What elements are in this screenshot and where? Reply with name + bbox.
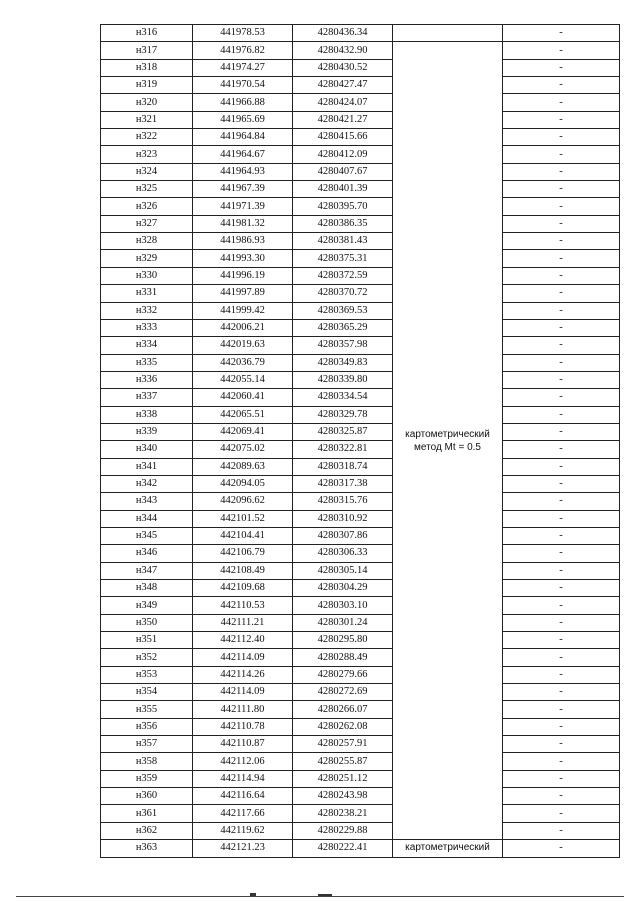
y-coordinate-cell: 4280325.87 [293, 423, 393, 440]
note-cell: - [503, 163, 620, 180]
point-id-cell: н331 [101, 285, 193, 302]
table-row [101, 632, 620, 649]
point-id-cell: н358 [101, 753, 193, 770]
table-row [101, 822, 620, 839]
y-coordinate-cell: 4280329.78 [293, 406, 393, 423]
table-row [101, 562, 620, 579]
x-coordinate-cell: 442112.06 [193, 753, 293, 770]
x-coordinate-cell: 441993.30 [193, 250, 293, 267]
x-coordinate-cell: 441978.53 [193, 25, 293, 42]
point-id-cell: н346 [101, 545, 193, 562]
x-coordinate-cell: 442111.21 [193, 614, 293, 631]
x-coordinate-cell: 442096.62 [193, 493, 293, 510]
x-coordinate-cell: 442006.21 [193, 319, 293, 336]
note-cell: - [503, 510, 620, 527]
x-coordinate-cell: 442104.41 [193, 527, 293, 544]
table-row [101, 684, 620, 701]
table-row [101, 233, 620, 250]
table-row [101, 129, 620, 146]
point-id-cell: н340 [101, 441, 193, 458]
y-coordinate-cell: 4280395.70 [293, 198, 393, 215]
note-cell: - [503, 493, 620, 510]
y-coordinate-cell: 4280310.92 [293, 510, 393, 527]
note-cell: - [503, 840, 620, 857]
note-cell: - [503, 753, 620, 770]
point-id-cell: н348 [101, 580, 193, 597]
table-row [101, 805, 620, 822]
note-cell: - [503, 337, 620, 354]
note-cell: - [503, 302, 620, 319]
point-id-cell: н362 [101, 822, 193, 839]
table-row [101, 701, 620, 718]
table-row [101, 718, 620, 735]
x-coordinate-cell: 441970.54 [193, 77, 293, 94]
x-coordinate-cell: 442112.40 [193, 632, 293, 649]
point-id-cell: н339 [101, 423, 193, 440]
point-id-cell: н363 [101, 840, 193, 857]
table-row [101, 267, 620, 284]
note-cell: - [503, 701, 620, 718]
point-id-cell: н320 [101, 94, 193, 111]
coordinates-table-container [100, 24, 620, 858]
point-id-cell: н328 [101, 233, 193, 250]
y-coordinate-cell: 4280279.66 [293, 666, 393, 683]
point-id-cell: н337 [101, 389, 193, 406]
table-row [101, 59, 620, 76]
point-id-cell: н352 [101, 649, 193, 666]
y-coordinate-cell: 4280305.14 [293, 562, 393, 579]
note-cell: - [503, 250, 620, 267]
y-coordinate-cell: 4280334.54 [293, 389, 393, 406]
x-coordinate-cell: 442114.26 [193, 666, 293, 683]
y-coordinate-cell: 4280272.69 [293, 684, 393, 701]
point-id-cell: н317 [101, 42, 193, 59]
table-row [101, 337, 620, 354]
footer-mark [250, 893, 256, 896]
table-row [101, 42, 620, 59]
x-coordinate-cell: 441966.88 [193, 94, 293, 111]
y-coordinate-cell: 4280412.09 [293, 146, 393, 163]
point-id-cell: н361 [101, 805, 193, 822]
table-row [101, 736, 620, 753]
footer-rule [16, 896, 624, 897]
y-coordinate-cell: 4280386.35 [293, 215, 393, 232]
y-coordinate-cell: 4280238.21 [293, 805, 393, 822]
x-coordinate-cell: 441965.69 [193, 111, 293, 128]
y-coordinate-cell: 4280339.80 [293, 371, 393, 388]
point-id-cell: н334 [101, 337, 193, 354]
table-row [101, 250, 620, 267]
y-coordinate-cell: 4280407.67 [293, 163, 393, 180]
note-cell: - [503, 788, 620, 805]
y-coordinate-cell: 4280303.10 [293, 597, 393, 614]
y-coordinate-cell: 4280288.49 [293, 649, 393, 666]
table-row [101, 666, 620, 683]
point-id-cell: н360 [101, 788, 193, 805]
table-row [101, 545, 620, 562]
note-cell: - [503, 94, 620, 111]
table-row [101, 302, 620, 319]
note-cell: - [503, 59, 620, 76]
method-cell-empty [393, 25, 503, 42]
point-id-cell: н318 [101, 59, 193, 76]
note-cell: - [503, 423, 620, 440]
table-row [101, 354, 620, 371]
note-cell: - [503, 562, 620, 579]
x-coordinate-cell: 442069.41 [193, 423, 293, 440]
coordinates-table-body [101, 25, 620, 858]
y-coordinate-cell: 4280318.74 [293, 458, 393, 475]
y-coordinate-cell: 4280307.86 [293, 527, 393, 544]
y-coordinate-cell: 4280421.27 [293, 111, 393, 128]
table-row [101, 580, 620, 597]
point-id-cell: н351 [101, 632, 193, 649]
y-coordinate-cell: 4280306.33 [293, 545, 393, 562]
note-cell: - [503, 805, 620, 822]
x-coordinate-cell: 442065.51 [193, 406, 293, 423]
note-cell: - [503, 371, 620, 388]
note-cell: - [503, 597, 620, 614]
note-cell: - [503, 42, 620, 59]
x-coordinate-cell: 442019.63 [193, 337, 293, 354]
table-row [101, 181, 620, 198]
note-cell: - [503, 406, 620, 423]
x-coordinate-cell: 442117.66 [193, 805, 293, 822]
y-coordinate-cell: 4280369.53 [293, 302, 393, 319]
point-id-cell: н344 [101, 510, 193, 527]
point-id-cell: н332 [101, 302, 193, 319]
y-coordinate-cell: 4280266.07 [293, 701, 393, 718]
table-row [101, 198, 620, 215]
table-row [101, 441, 620, 458]
x-coordinate-cell: 441964.67 [193, 146, 293, 163]
y-coordinate-cell: 4280375.31 [293, 250, 393, 267]
table-row [101, 215, 620, 232]
x-coordinate-cell: 441981.32 [193, 215, 293, 232]
point-id-cell: н316 [101, 25, 193, 42]
y-coordinate-cell: 4280401.39 [293, 181, 393, 198]
table-row [101, 527, 620, 544]
point-id-cell: н350 [101, 614, 193, 631]
note-cell: - [503, 770, 620, 787]
x-coordinate-cell: 442114.09 [193, 684, 293, 701]
note-cell: - [503, 475, 620, 492]
x-coordinate-cell: 442109.68 [193, 580, 293, 597]
point-id-cell: н322 [101, 129, 193, 146]
table-row [101, 649, 620, 666]
point-id-cell: н321 [101, 111, 193, 128]
note-cell: - [503, 267, 620, 284]
x-coordinate-cell: 441986.93 [193, 233, 293, 250]
y-coordinate-cell: 4280430.52 [293, 59, 393, 76]
note-cell: - [503, 285, 620, 302]
y-coordinate-cell: 4280415.66 [293, 129, 393, 146]
point-id-cell: н325 [101, 181, 193, 198]
table-row [101, 770, 620, 787]
table-row [101, 163, 620, 180]
x-coordinate-cell: 441976.82 [193, 42, 293, 59]
method-cell: картометрический метод Mt = 0.5 [393, 42, 503, 840]
table-row [101, 389, 620, 406]
method-cell-last: картометрический [393, 840, 503, 857]
table-row [101, 510, 620, 527]
table-row [101, 597, 620, 614]
note-cell: - [503, 666, 620, 683]
table-row [101, 111, 620, 128]
table-row [101, 285, 620, 302]
table-row [101, 25, 620, 42]
note-cell: - [503, 580, 620, 597]
note-cell: - [503, 233, 620, 250]
x-coordinate-cell: 442036.79 [193, 354, 293, 371]
x-coordinate-cell: 442111.80 [193, 701, 293, 718]
note-cell: - [503, 684, 620, 701]
y-coordinate-cell: 4280357.98 [293, 337, 393, 354]
y-coordinate-cell: 4280295.80 [293, 632, 393, 649]
y-coordinate-cell: 4280381.43 [293, 233, 393, 250]
point-id-cell: н353 [101, 666, 193, 683]
y-coordinate-cell: 4280255.87 [293, 753, 393, 770]
x-coordinate-cell: 441964.93 [193, 163, 293, 180]
y-coordinate-cell: 4280370.72 [293, 285, 393, 302]
x-coordinate-cell: 442110.78 [193, 718, 293, 735]
y-coordinate-cell: 4280317.38 [293, 475, 393, 492]
note-cell: - [503, 181, 620, 198]
y-coordinate-cell: 4280424.07 [293, 94, 393, 111]
note-cell: - [503, 614, 620, 631]
point-id-cell: н327 [101, 215, 193, 232]
table-row [101, 423, 620, 440]
note-cell: - [503, 718, 620, 735]
point-id-cell: н333 [101, 319, 193, 336]
point-id-cell: н329 [101, 250, 193, 267]
note-cell: - [503, 389, 620, 406]
table-row [101, 753, 620, 770]
y-coordinate-cell: 4280349.83 [293, 354, 393, 371]
x-coordinate-cell: 442055.14 [193, 371, 293, 388]
x-coordinate-cell: 441967.39 [193, 181, 293, 198]
point-id-cell: н326 [101, 198, 193, 215]
point-id-cell: н330 [101, 267, 193, 284]
point-id-cell: н356 [101, 718, 193, 735]
x-coordinate-cell: 442110.87 [193, 736, 293, 753]
x-coordinate-cell: 441997.89 [193, 285, 293, 302]
y-coordinate-cell: 4280322.81 [293, 441, 393, 458]
x-coordinate-cell: 441996.19 [193, 267, 293, 284]
x-coordinate-cell: 442108.49 [193, 562, 293, 579]
point-id-cell: н323 [101, 146, 193, 163]
note-cell: - [503, 146, 620, 163]
x-coordinate-cell: 442121.23 [193, 840, 293, 857]
point-id-cell: н355 [101, 701, 193, 718]
table-row [101, 371, 620, 388]
table-row [101, 493, 620, 510]
point-id-cell: н359 [101, 770, 193, 787]
y-coordinate-cell: 4280432.90 [293, 42, 393, 59]
note-cell: - [503, 736, 620, 753]
x-coordinate-cell: 442119.62 [193, 822, 293, 839]
x-coordinate-cell: 442106.79 [193, 545, 293, 562]
point-id-cell: н341 [101, 458, 193, 475]
note-cell: - [503, 215, 620, 232]
point-id-cell: н324 [101, 163, 193, 180]
x-coordinate-cell: 441964.84 [193, 129, 293, 146]
note-cell: - [503, 198, 620, 215]
table-row [101, 614, 620, 631]
y-coordinate-cell: 4280365.29 [293, 319, 393, 336]
x-coordinate-cell: 442114.94 [193, 770, 293, 787]
x-coordinate-cell: 441971.39 [193, 198, 293, 215]
y-coordinate-cell: 4280229.88 [293, 822, 393, 839]
note-cell: - [503, 632, 620, 649]
y-coordinate-cell: 4280427.47 [293, 77, 393, 94]
point-id-cell: н336 [101, 371, 193, 388]
point-id-cell: н354 [101, 684, 193, 701]
note-cell: - [503, 441, 620, 458]
x-coordinate-cell: 442060.41 [193, 389, 293, 406]
y-coordinate-cell: 4280251.12 [293, 770, 393, 787]
table-row [101, 475, 620, 492]
table-row [101, 788, 620, 805]
y-coordinate-cell: 4280315.76 [293, 493, 393, 510]
x-coordinate-cell: 442116.64 [193, 788, 293, 805]
y-coordinate-cell: 4280262.08 [293, 718, 393, 735]
x-coordinate-cell: 442089.63 [193, 458, 293, 475]
y-coordinate-cell: 4280372.59 [293, 267, 393, 284]
y-coordinate-cell: 4280301.24 [293, 614, 393, 631]
table-row [101, 840, 620, 857]
y-coordinate-cell: 4280243.98 [293, 788, 393, 805]
table-row [101, 146, 620, 163]
note-cell: - [503, 129, 620, 146]
x-coordinate-cell: 442075.02 [193, 441, 293, 458]
note-cell: - [503, 822, 620, 839]
x-coordinate-cell: 442114.09 [193, 649, 293, 666]
table-row [101, 319, 620, 336]
point-id-cell: н357 [101, 736, 193, 753]
table-row [101, 406, 620, 423]
note-cell: - [503, 111, 620, 128]
coordinates-table [100, 24, 620, 858]
note-cell: - [503, 649, 620, 666]
point-id-cell: н349 [101, 597, 193, 614]
note-cell: - [503, 527, 620, 544]
point-id-cell: н319 [101, 77, 193, 94]
note-cell: - [503, 354, 620, 371]
note-cell: - [503, 77, 620, 94]
point-id-cell: н343 [101, 493, 193, 510]
y-coordinate-cell: 4280222.41 [293, 840, 393, 857]
table-row [101, 458, 620, 475]
footer-mark [318, 894, 332, 896]
point-id-cell: н342 [101, 475, 193, 492]
y-coordinate-cell: 4280257.91 [293, 736, 393, 753]
x-coordinate-cell: 442094.05 [193, 475, 293, 492]
y-coordinate-cell: 4280304.29 [293, 580, 393, 597]
x-coordinate-cell: 441974.27 [193, 59, 293, 76]
point-id-cell: н338 [101, 406, 193, 423]
table-row [101, 77, 620, 94]
note-cell: - [503, 458, 620, 475]
point-id-cell: н345 [101, 527, 193, 544]
table-row [101, 94, 620, 111]
x-coordinate-cell: 441999.42 [193, 302, 293, 319]
note-cell: - [503, 319, 620, 336]
note-cell: - [503, 545, 620, 562]
y-coordinate-cell: 4280436.34 [293, 25, 393, 42]
note-cell: - [503, 25, 620, 42]
point-id-cell: н347 [101, 562, 193, 579]
x-coordinate-cell: 442110.53 [193, 597, 293, 614]
x-coordinate-cell: 442101.52 [193, 510, 293, 527]
point-id-cell: н335 [101, 354, 193, 371]
